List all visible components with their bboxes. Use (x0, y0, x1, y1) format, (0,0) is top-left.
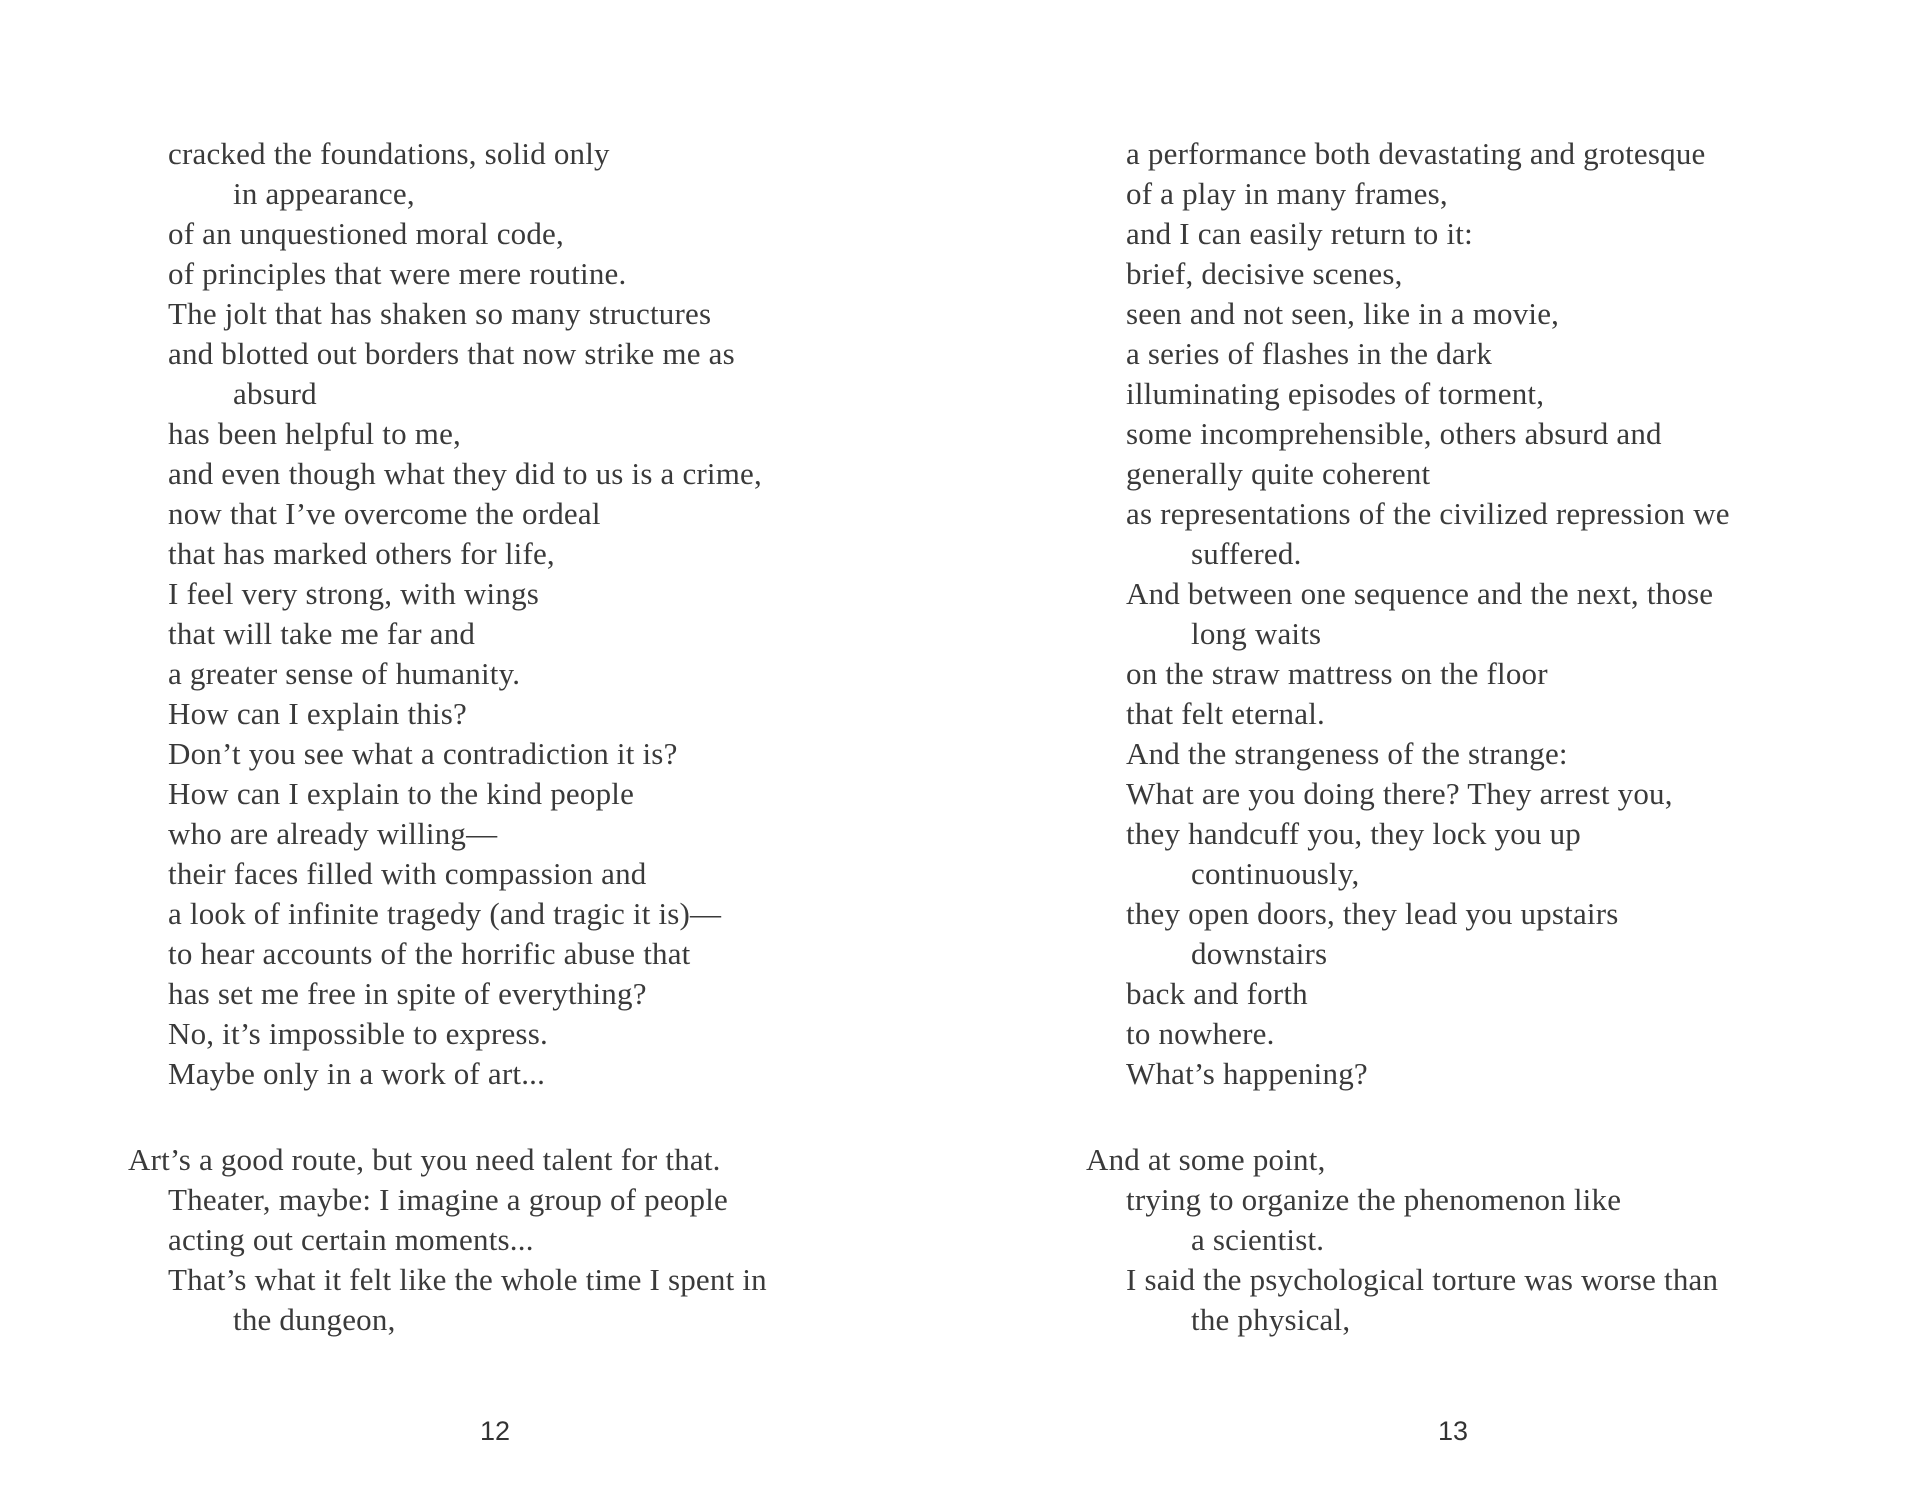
poem-line: a series of flashes in the dark (1126, 336, 1493, 371)
poem-line: of principles that were mere routine. (168, 256, 627, 291)
poem-line: absurd (233, 376, 317, 411)
poem-line: the dungeon, (233, 1302, 396, 1337)
poem-line: generally quite coherent (1126, 456, 1431, 491)
poem-line: and even though what they did to us is a crime, (168, 456, 762, 491)
poem-line: Theater, maybe: I imagine a group of people (168, 1182, 728, 1217)
poem-stanza (128, 134, 767, 1094)
poem-line: on the straw mattress on the floor (1126, 656, 1548, 691)
poem-line: seen and not seen, like in a movie, (1126, 296, 1560, 331)
poem-line: as representations of the civilized repression we (1126, 496, 1730, 531)
page-right (958, 0, 1917, 1500)
poem-line: Don’t you see what a contradiction it is? (168, 736, 678, 771)
page-number-right: 13 (1437, 1416, 1469, 1446)
poem-line: that will take me far and (168, 616, 476, 651)
poem-line: in appearance, (233, 176, 415, 211)
poem-line: And at some point, (1086, 1142, 1326, 1177)
poem-line: their faces filled with compassion and (168, 856, 647, 891)
poem-line: How can I explain to the kind people (168, 776, 635, 811)
poem-line: Maybe only in a work of art... (168, 1056, 546, 1091)
poem-line: some incomprehensible, others absurd and (1126, 416, 1662, 451)
poem-line: that felt eternal. (1126, 696, 1325, 731)
poem-line: illuminating episodes of torment, (1126, 376, 1545, 411)
poem-line: that has marked others for life, (168, 536, 555, 571)
poem-line: That’s what it felt like the whole time I spent in (168, 1262, 767, 1297)
poem-line: acting out certain moments... (168, 1222, 534, 1257)
poem-line: And the strangeness of the strange: (1126, 736, 1568, 771)
poem-line: What are you doing there? They arrest you, (1126, 776, 1673, 811)
poem-line: No, it’s impossible to express. (168, 1016, 548, 1051)
poem-line: now that I’ve overcome the ordeal (168, 496, 601, 531)
poem-line: back and forth (1126, 976, 1308, 1011)
poem-text-left (128, 134, 767, 1340)
poem-line: I said the psychological torture was worse than (1126, 1262, 1719, 1297)
poem-text-right (1086, 134, 1730, 1340)
poem-line: the physical, (1191, 1302, 1351, 1337)
poem-line: of an unquestioned moral code, (168, 216, 564, 251)
poem-line: continuously, (1191, 856, 1360, 891)
poem-line: a look of infinite tragedy (and tragic it is)— (168, 896, 722, 931)
poem-line: to nowhere. (1126, 1016, 1275, 1051)
poem-line: a greater sense of humanity. (168, 656, 521, 691)
poem-line: they handcuff you, they lock you up (1126, 816, 1581, 851)
poem-line: long waits (1191, 616, 1322, 651)
poem-line: trying to organize the phenomenon like (1126, 1182, 1622, 1217)
poem-line: The jolt that has shaken so many structures (168, 296, 712, 331)
poem-line: to hear accounts of the horrific abuse that (168, 936, 691, 971)
poem-line: Art’s a good route, but you need talent for that. (128, 1142, 721, 1177)
poem-line: cracked the foundations, solid only (168, 136, 610, 171)
poem-line: How can I explain this? (168, 696, 468, 731)
poem-line: a performance both devastating and grotesque (1126, 136, 1706, 171)
poem-line: they open doors, they lead you upstairs (1126, 896, 1619, 931)
poem-line: a scientist. (1191, 1222, 1325, 1257)
poem-line: brief, decisive scenes, (1126, 256, 1403, 291)
page-left (0, 0, 958, 1500)
poem-stanza (1086, 1140, 1730, 1340)
poem-line: has set me free in spite of everything? (168, 976, 647, 1011)
poem-line: and blotted out borders that now strike me as (168, 336, 735, 371)
poem-line: and I can easily return to it: (1126, 216, 1473, 251)
page-number-left: 12 (479, 1416, 511, 1446)
poem-stanza (128, 1140, 767, 1340)
poem-line: has been helpful to me, (168, 416, 461, 451)
poem-line: of a play in many frames, (1126, 176, 1448, 211)
poem-line: who are already willing— (168, 816, 498, 851)
poem-line: What’s happening? (1126, 1056, 1368, 1091)
poem-line: And between one sequence and the next, those (1126, 576, 1714, 611)
poem-line: suffered. (1191, 536, 1302, 571)
poem-stanza (1086, 134, 1730, 1094)
poem-line: downstairs (1191, 936, 1328, 971)
poem-line: I feel very strong, with wings (168, 576, 540, 611)
